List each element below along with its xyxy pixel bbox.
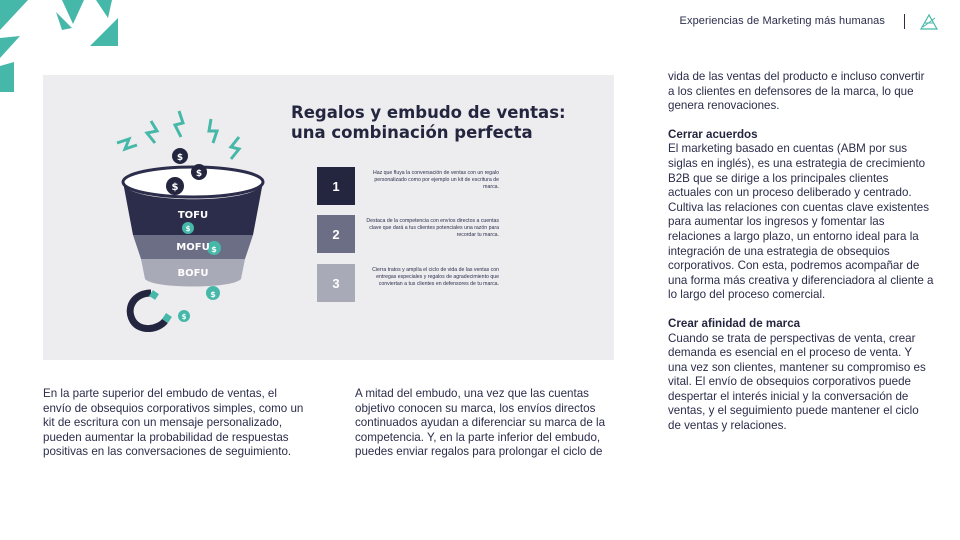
- svg-text:$: $: [171, 182, 179, 193]
- text-column-2: [355, 387, 613, 460]
- funnel-step-3: [317, 264, 597, 302]
- infographic-panel: [43, 75, 614, 360]
- magnet-icon: [130, 293, 165, 329]
- paragraph-crear-afinidad: Cuando se trata de perspectivas de venta, crear demanda es esencial en el proceso de venta. Y una vez son clientes, mantener su compromiso es vital. El envío de obsequios corporativos puede despertar el interés inicial y la conversación de ventas, y el seguimiento puede mantener el ciclo de ventas y relaciones.: [668, 331, 926, 433]
- funnel-step-2: [317, 215, 597, 253]
- funnel-label-bofu: BOFU: [177, 268, 209, 279]
- svg-text:$: $: [195, 169, 203, 179]
- paragraph-tofu: En la parte superior del embudo de ventas, el envío de obsequios corporativos simples, como un kit de escritura con un mensaje personalizado, pueden aumentar la probabilidad de respuestas positivas en las conversaciones de seguimiento.: [43, 387, 304, 459]
- funnel-label-tofu: TOFU: [177, 210, 209, 221]
- heading-crear-afinidad: Crear afinidad de marca: [668, 316, 801, 330]
- svg-text:$: $: [185, 225, 191, 233]
- sales-funnel-illustration: [113, 107, 273, 332]
- infographic-title-line1: Regalos y embudo de ventas:: [291, 103, 566, 122]
- svg-text:$: $: [211, 245, 217, 254]
- svg-text:$: $: [210, 290, 216, 299]
- step-number-2: 2: [317, 215, 355, 253]
- text-column-3: [668, 70, 934, 434]
- paragraph-continued: vida de las ventas del producto e incluso convertir a los clientes en defensores de la marca, lo que genera renovaciones.: [668, 70, 925, 113]
- header-title: Experiencias de Marketing más humanas: [679, 15, 885, 27]
- step-number-3: 3: [317, 264, 355, 302]
- paragraph-mofu: A mitad del embudo, una vez que las cuentas objetivo conocen su marca, los envíos directos continuados ayudan a diferenciar su marca de la competencia. Y, en la parte inferior del embudo, puedes enviar regalos para prolongar el ciclo de: [355, 387, 606, 459]
- step-text-2: Destaca de la competencia con envíos directos a cuentas clave que dará a tus clientes potenciales una razón para recordar tu marca.: [366, 218, 499, 238]
- svg-text:$: $: [176, 153, 184, 163]
- brand-logo-icon: [918, 12, 940, 32]
- heading-cerrar-acuerdos: Cerrar acuerdos: [668, 127, 758, 141]
- infographic-title: [291, 103, 566, 143]
- paragraph-cerrar-acuerdos: El marketing basado en cuentas (ABM por sus siglas en inglés), es una estrategia de crecimiento B2B que se dirige a los principales clientes actuales con un proceso deliberado y centrado. Cultiva las relaciones con cuentas clave existentes para aumentar los ingresos y fomentar las relaciones a largo plazo, un entorno ideal para la integración de una estrategia de obsequios corporativos. Con esta, podremos acompañar de una forma más creativa y diferenciadora al cliente a lo largo del proceso comercial.: [668, 142, 934, 302]
- step-text-3: Cierra tratos y amplía el ciclo de vida de las ventas con entregas especiales y regalos de agradecimiento que conviertan a tus clientes en defensores de tu marca.: [372, 267, 499, 287]
- header-divider: [904, 14, 905, 29]
- step-text-1: Haz que fluya la conversación de ventas con un regalo personalizado como por ejemplo un kit de escritura de marca.: [372, 170, 499, 190]
- svg-text:$: $: [181, 313, 187, 321]
- funnel-label-mofu: MOFU: [176, 242, 210, 253]
- text-column-1: [43, 387, 305, 460]
- step-number-1: 1: [317, 167, 355, 205]
- infographic-title-line2: una combinación perfecta: [291, 123, 533, 142]
- funnel-step-1: [317, 167, 597, 205]
